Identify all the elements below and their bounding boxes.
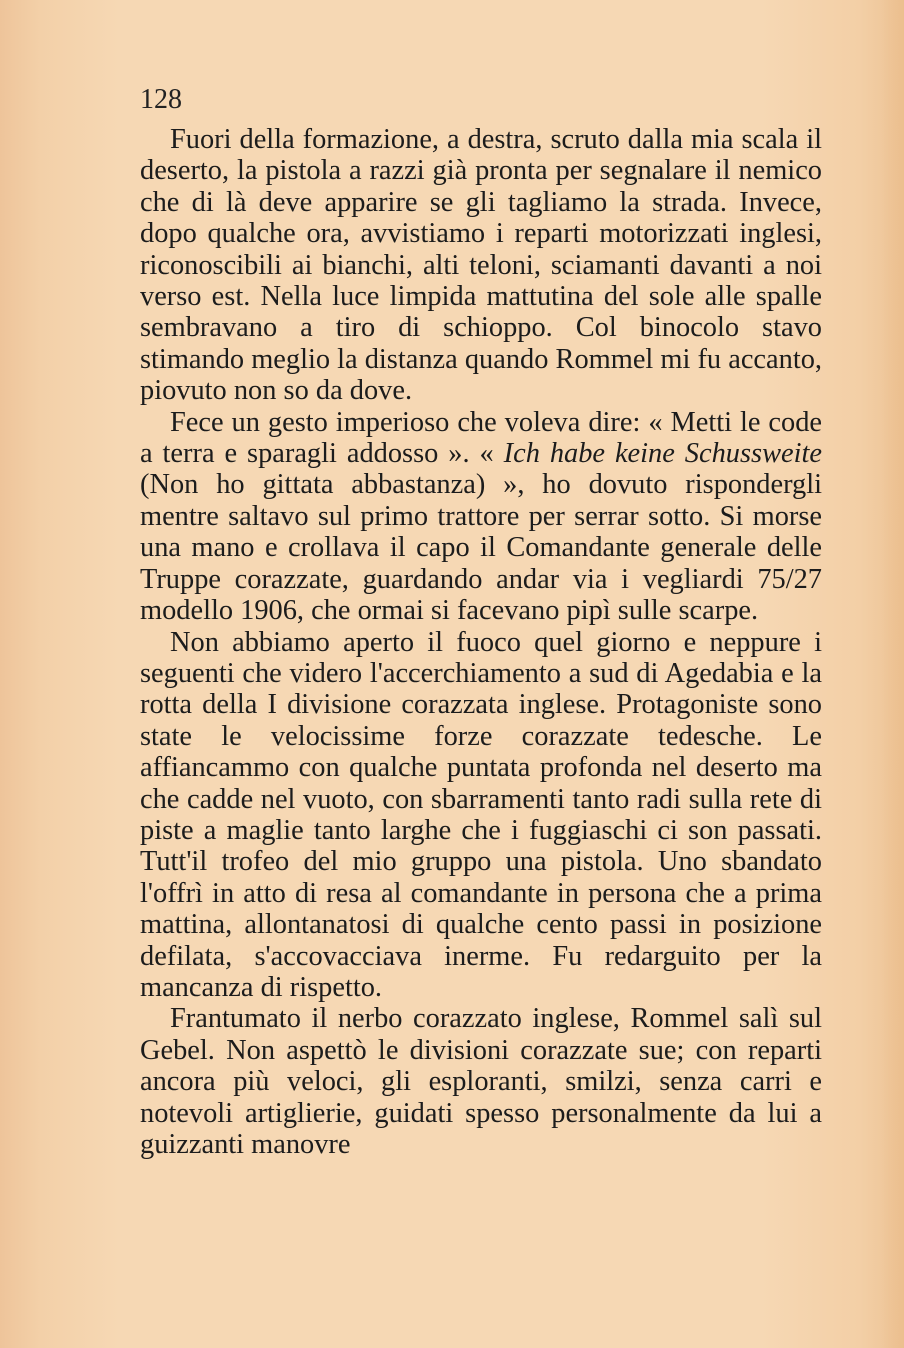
text-run: Non abbiamo aperto il fuoco quel giorno e neppure i seguenti che videro l'accerchiamento a sud di Agedabia e la rotta della I divisione corazzata inglese. Protagoniste sono state le velocissime forze corazzate tedesche. Le affiancammo con qualche puntata profonda nel deserto ma che cadde nel vuoto, con sbarramenti tanto radi sulla rete di piste a maglie tanto larghe che i fuggiaschi ci son passati. Tutt'il trofeo del mio gruppo una pistola. Uno sbandato l'offrì in atto di resa al comandante in persona che a prima mattina, allontanatosi di qualche cento passi in posizione defilata, s'accovacciava inerme. Fu redarguito per la mancanza di rispetto. [140, 626, 822, 1003]
paragraph [140, 627, 822, 1004]
italic-phrase: Ich habe keine Schussweite [503, 438, 822, 470]
page-number: 128 [140, 84, 182, 115]
text-run: Fuori della formazione, a destra, scruto dalla mia scala il deserto, la pistola a razzi già pronta per segnalare il nemico che di là deve apparire se gli tagliamo la strada. Invece, dopo qualche ora, avvistiamo i reparti motorizzati inglesi, riconoscibili ai bianchi, alti teloni, sciamanti davanti a noi verso est. Nella luce limpida mattutina del sole alle spalle sembravano a tiro di schioppo. Col binocolo stavo stimando meglio la distanza quando Rommel mi fu accanto, piovuto non so da dove. [140, 124, 822, 407]
paragraph [140, 407, 822, 627]
body-text [140, 124, 822, 1160]
paragraph [140, 124, 822, 407]
page-edge-shadow [882, 0, 904, 1348]
text-run: (Non ho gittata abbastanza) », ho dovuto rispondergli mentre saltavo sul primo trattore per serrar sotto. Si morse una mano e crollava il capo il Comandante generale delle Truppe corazzate, guardando andar via i vegliardi 75/27 modello 1906, che ormai si facevano pipì sulle scarpe. [140, 469, 822, 627]
text-run: Frantumato il nerbo corazzato inglese, Rommel salì sul Gebel. Non aspettò le divisioni corazzate sue; con reparti ancora più veloci, gli esploranti, smilzi, senza carri e notevoli artiglierie, guidati spesso personalmente da lui a guizzanti manovre [140, 1003, 822, 1160]
paragraph [140, 1003, 822, 1160]
text-run: Fece un gesto imperioso che voleva dire: « Metti le code a terra e sparagli addosso ». « [140, 406, 822, 470]
